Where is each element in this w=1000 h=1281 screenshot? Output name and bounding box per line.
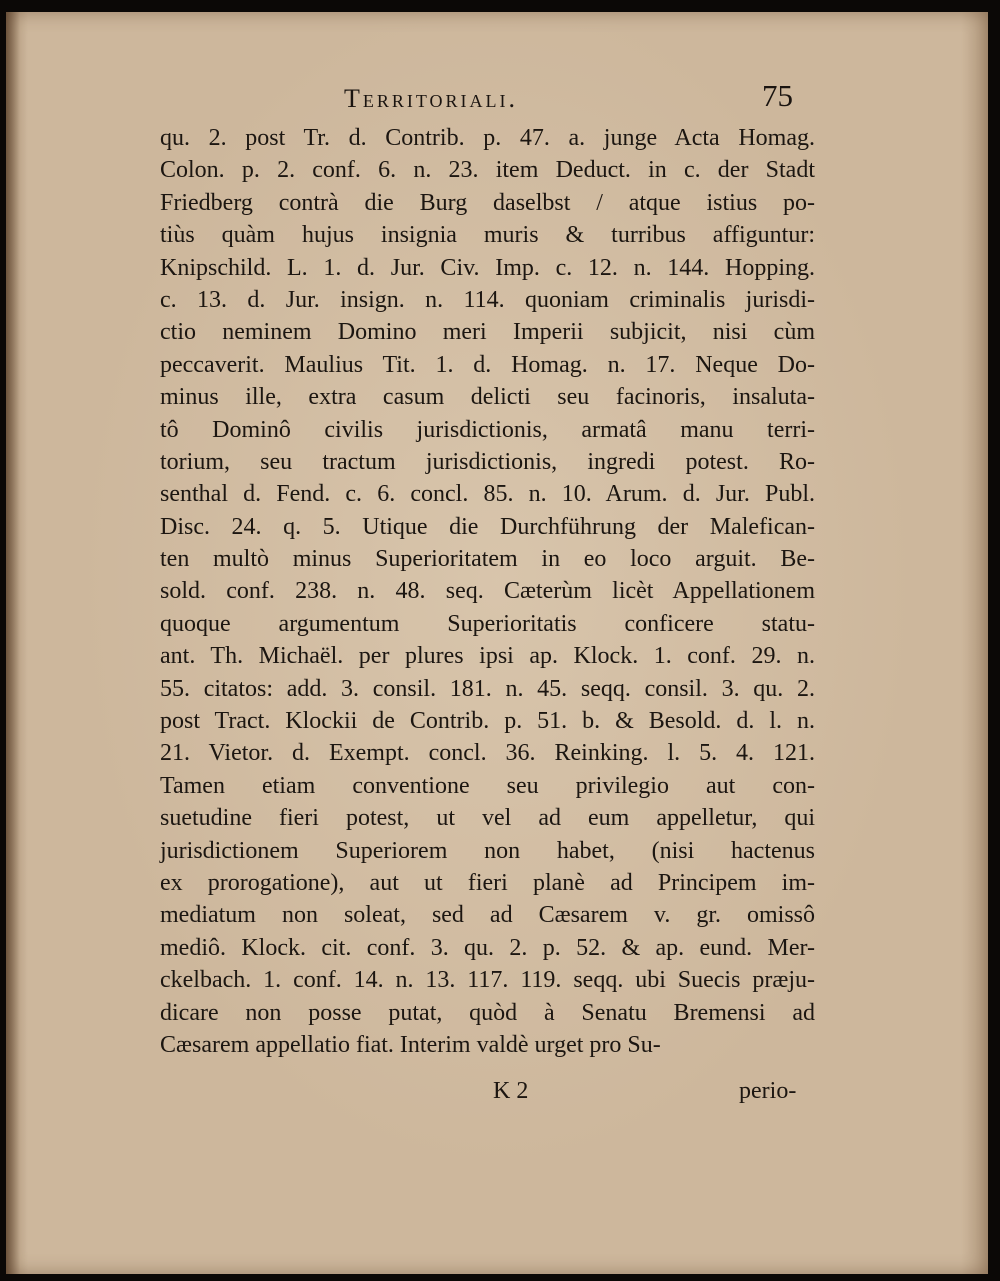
text-line: minus ille, extra casum delicti seu facinoris, insaluta-	[160, 384, 815, 411]
text-line: qu. 2. post Tr. d. Contrib. p. 47. a. junge Acta Homag.	[160, 125, 815, 151]
body-text	[160, 122, 815, 1061]
running-head: Territoriali.	[344, 84, 519, 113]
text-line: Colon. p. 2. conf. 6. n. 23. item Deduct. in c. der Stadt	[160, 157, 815, 184]
text-line: Disc. 24. q. 5. Utique die Durchführung der Malefican-	[160, 513, 815, 540]
text-line: 21. Vietor. d. Exempt. concl. 36. Reinking. l. 5. 4. 121.	[160, 740, 815, 767]
page-number: 75	[762, 78, 793, 113]
signature-mark: K 2	[493, 1078, 529, 1104]
text-line: ten multò minus Superioritatem in eo loco arguit. Be-	[160, 546, 815, 573]
text-line: dicare non posse putat, quòd à Senatu Bremensi ad	[160, 999, 815, 1026]
book-page	[6, 12, 988, 1274]
text-line: ex prorogatione), aut ut fieri planè ad Principem im-	[160, 869, 815, 896]
text-line: Knipschild. L. 1. d. Jur. Civ. Imp. c. 12. n. 144. Hopping.	[160, 254, 815, 281]
text-line: ant. Th. Michaël. per plures ipsi ap. Klock. 1. conf. 29. n.	[160, 643, 815, 670]
text-line: tiùs quàm hujus insignia muris & turribus affiguntur:	[160, 222, 815, 249]
text-line: mediatum non soleat, sed ad Cæsarem v. gr. omissô	[160, 902, 815, 929]
text-line: Cæsarem appellatio fiat. Interim valdè urget pro Su-	[160, 1031, 661, 1058]
text-line: Tamen etiam conventione seu privilegio aut con-	[160, 772, 815, 799]
text-line: jurisdictionem Superiorem non habet, (nisi hactenus	[160, 837, 815, 864]
page-footer	[6, 1074, 988, 1114]
text-line: 55. citatos: add. 3. consil. 181. n. 45. seqq. consil. 3. qu. 2.	[160, 675, 815, 702]
text-line: sold. conf. 238. n. 48. seq. Cæterùm licèt Appellationem	[160, 578, 815, 605]
text-line: ctio neminem Domino meri Imperii subjicit, nisi cùm	[160, 319, 815, 346]
text-line: peccaverit. Maulius Tit. 1. d. Homag. n. 17. Neque Do-	[160, 351, 815, 378]
text-line: quoque argumentum Superioritatis conficere statu-	[160, 610, 815, 637]
text-line: senthal d. Fend. c. 6. concl. 85. n. 10. Arum. d. Jur. Publ.	[160, 481, 815, 508]
text-line: Friedberg contrà die Burg daselbst / atque istius po-	[160, 189, 815, 216]
text-line: post Tract. Klockii de Contrib. p. 51. b. & Besold. d. l. n.	[160, 708, 815, 735]
text-line: mediô. Klock. cit. conf. 3. qu. 2. p. 52. & ap. eund. Mer-	[160, 934, 815, 961]
text-line: tô Dominô civilis jurisdictionis, armatâ manu terri-	[160, 416, 815, 443]
text-line: ckelbach. 1. conf. 14. n. 13. 117. 119. seqq. ubi Suecis præju-	[160, 967, 815, 994]
page-header	[6, 74, 988, 114]
catchword: perio-	[739, 1078, 797, 1104]
text-line: suetudine fieri potest, ut vel ad eum appelletur, qui	[160, 805, 815, 832]
text-line: c. 13. d. Jur. insign. n. 114. quoniam criminalis jurisdi-	[160, 286, 815, 313]
text-line: torium, seu tractum jurisdictionis, ingredi potest. Ro-	[160, 448, 815, 475]
